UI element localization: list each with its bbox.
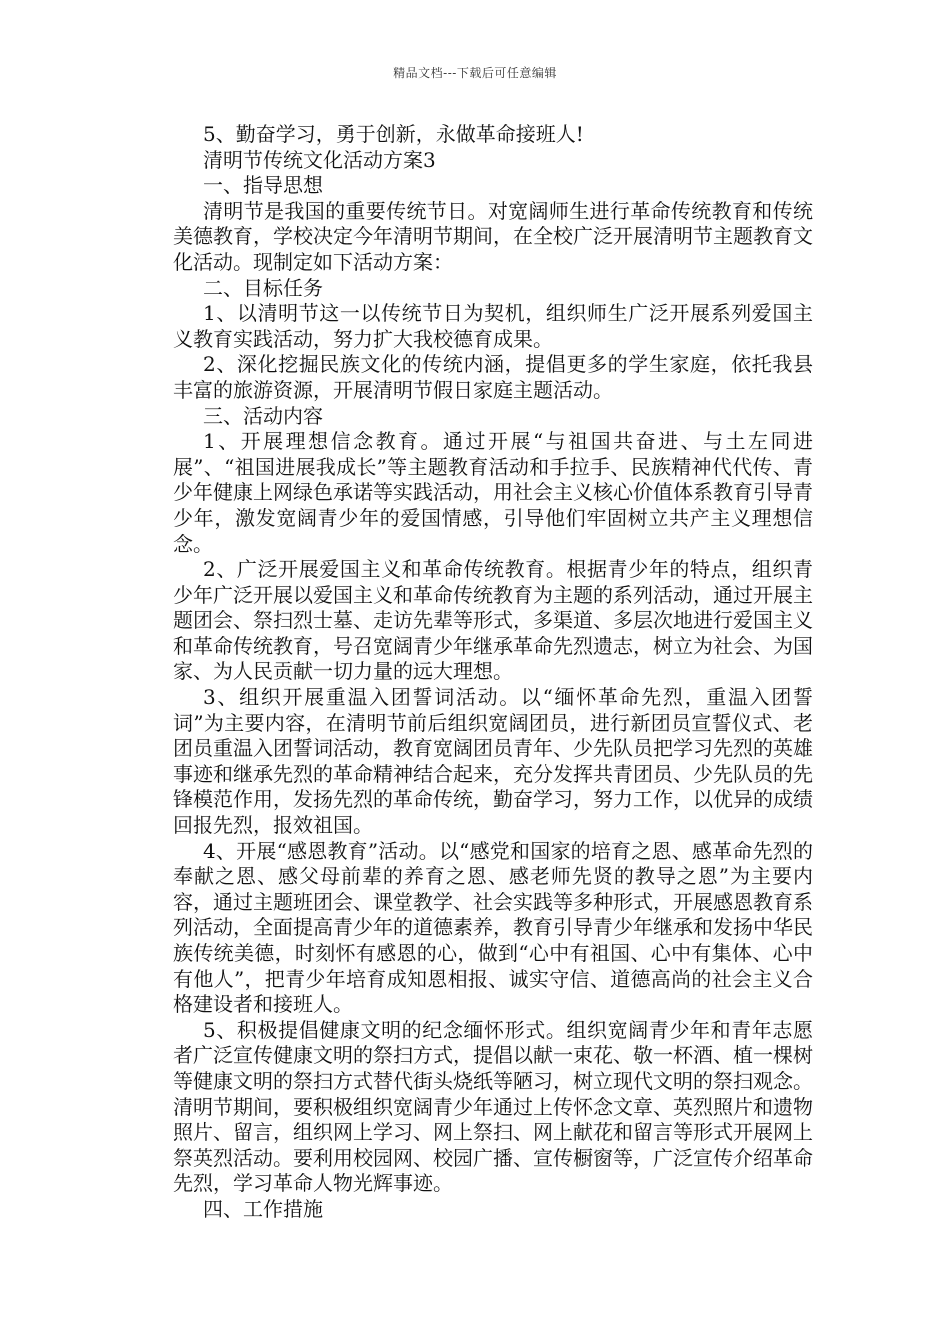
paragraph: 清明节是我国的重要传统节日。对宽阔师生进行革命传统教育和传统美德教育，学校决定今年清明节期间，在全校广泛开展清明节主题教育文化活动。现制定如下活动方案：: [173, 198, 813, 274]
paragraph: 2、广泛开展爱国主义和革命传统教育。根据青少年的特点，组织青少年广泛开展以爱国主义和革命传统教育为主题的系列活动，通过开展主题团会、祭扫烈士墓、走访先辈等形式，多渠道、多层次地进行爱国主义和革命传统教育，号召宽阔青少年继承革命先烈遗志，树立为社会、为国家、为人民贡献一切力量的远大理想。: [173, 557, 813, 684]
document-body: [173, 122, 813, 1223]
paragraph: 2、深化挖掘民族文化的传统内涵，提倡更多的学生家庭，依托我县丰富的旅游资源，开展清明节假日家庭主题活动。: [173, 352, 813, 402]
section-title: 清明节传统文化活动方案3: [203, 147, 436, 172]
section-heading: 一、指导思想: [203, 173, 323, 198]
paragraph: 1、开展理想信念教育。通过开展“与祖国共奋进、与土左同进展”、“祖国进展我成长”等主题教育活动和手拉手、民族精神代代传、青少年健康上网绿色承诺等实践活动，用社会主义核心价值体系教育引导青少年，激发宽阔青少年的爱国情感，引导他们牢固树立共产主义理想信念。: [173, 429, 813, 556]
section-heading: 三、活动内容: [203, 403, 323, 428]
section-heading: 四、工作措施: [203, 1196, 323, 1221]
paragraph: 5、勤奋学习，勇于创新，永做革命接班人!: [203, 122, 584, 146]
paragraph: 4、开展“感恩教育”活动。以“感党和国家的培育之恩、感革命先烈的奉献之恩、感父母前辈的养育之恩、感老师先贤的教导之恩”为主要内容，通过主题班团会、课堂教学、社会实践等多种形式，开展感恩教育系列活动，全面提高青少年的道德素养，教育引导青少年继承和发扬中华民族传统美德，时刻怀有感恩的心，做到“心中有祖国、心中有集体、心中有他人”，把青少年培育成知恩相报、诚实守信、道德高尚的社会主义合格建设者和接班人。: [173, 838, 813, 1017]
paragraph: 1、以清明节这一以传统节日为契机，组织师生广泛开展系列爱国主义教育实践活动，努力扩大我校德育成果。: [173, 301, 813, 351]
paragraph: 5、积极提倡健康文明的纪念缅怀形式。组织宽阔青少年和青年志愿者广泛宣传健康文明的祭扫方式，提倡以献一束花、敬一杯酒、植一棵树等健康文明的祭扫方式替代街头烧纸等陋习，树立现代文明的祭扫观念。清明节期间，要积极组织宽阔青少年通过上传怀念文章、英烈照片和遗物照片、留言，组织网上学习、网上祭扫、网上献花和留言等形式开展网上祭英烈活动。要利用校园网、校园广播、宣传橱窗等，广泛宣传介绍革命先烈，学习革命人物光辉事迹。: [173, 1017, 813, 1196]
page-header: 精品文档---下载后可任意编辑: [393, 66, 557, 80]
section-heading: 二、目标任务: [203, 275, 323, 300]
paragraph: 3、组织开展重温入团誓词活动。以“缅怀革命先烈，重温入团誓词”为主要内容，在清明节前后组织宽阔团员，进行新团员宣誓仪式、老团员重温入团誓词活动，教育宽阔团员青年、少先队员把学习先烈的英雄事迹和继承先烈的革命精神结合起来，充分发挥共青团员、少先队员的先锋模范作用，发扬先烈的革命传统，勤奋学习，努力工作，以优异的成绩回报先烈，报效祖国。: [173, 685, 813, 838]
